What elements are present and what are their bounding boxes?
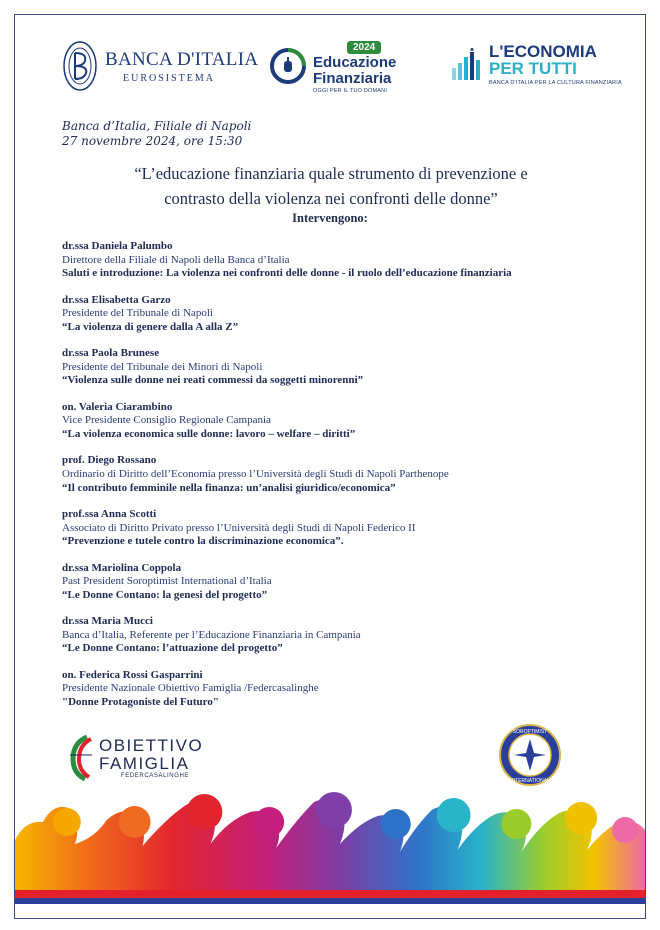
of-line1: OBIETTIVO — [99, 736, 204, 755]
event-datetime: 27 novembre 2024, ore 15:30 — [62, 134, 243, 148]
speaker-talk: “La violenza di genere dalla A alla Z” — [62, 320, 239, 333]
speaker-role: Ordinario di Diritto dell’Economia presso l’Università degli Studi di Napoli Parthenope — [62, 467, 449, 480]
ept-tagline: BANCA D'ITALIA PER LA CULTURA FINANZIARIA — [489, 80, 622, 86]
speaker-talk: “La violenza economica sulle donne: lavoro – welfare – diritti” — [62, 427, 356, 440]
speaker-name: prof.ssa Anna Scotti — [62, 507, 157, 520]
educazione-finanziaria-logo — [269, 37, 396, 94]
event-title-line2: contrasto della violenza nei confronti delle donne” — [164, 189, 498, 208]
bar-chart-icon — [451, 48, 485, 82]
speaker-item — [62, 401, 622, 455]
event-meta — [62, 119, 251, 149]
poster — [14, 14, 646, 919]
banca-italia-sub: EUROSISTEMA — [123, 72, 216, 84]
event-title-line1: “L’educazione finanziaria quale strumento di prevenzione e — [134, 164, 528, 183]
edu-line2: Finanziaria — [313, 70, 392, 87]
event-title — [55, 161, 607, 211]
speaker-item — [62, 347, 622, 401]
speaker-role: Presidente Nazionale Obiettivo Famiglia /Federcasalinghe — [62, 682, 319, 695]
speaker-list — [62, 240, 622, 722]
banca-italia-logo — [61, 39, 258, 93]
speaker-talk: “Il contributo femminile nella finanza: un’analisi giuridico/economica” — [62, 481, 396, 494]
red-stripe — [15, 890, 645, 898]
speaker-talk: Saluti e introduzione: La violenza nei confronti delle donne - il ruolo dell’educazione finanziaria — [62, 267, 512, 280]
piggy-circle-icon — [269, 47, 307, 85]
speaker-name: dr.ssa Daniela Palumbo — [62, 240, 173, 252]
banca-italia-name: BANCA D'ITALIA — [105, 48, 259, 70]
economia-per-tutti-logo — [451, 43, 622, 86]
speakers-heading: Intervengono: — [292, 211, 368, 225]
speaker-item — [62, 615, 622, 669]
speaker-role: Vice Presidente Consiglio Regionale Campania — [62, 414, 271, 427]
speaker-item — [62, 454, 622, 508]
of-line2: FAMIGLIA — [99, 754, 190, 773]
edu-year-badge: 2024 — [347, 41, 381, 54]
speaker-role: Banca d’Italia, Referente per l’Educazione Finanziaria in Campania — [62, 628, 361, 641]
soroptimist-bottom-text: INTERNATIONAL — [510, 778, 550, 784]
header-logos — [15, 37, 645, 107]
blue-stripe — [15, 898, 645, 904]
event-place: Banca d’Italia, Filiale di Napoli — [62, 119, 252, 133]
speaker-talk: “Prevenzione e tutele contro la discriminazione economica”. — [62, 535, 344, 548]
speaker-role: Associato di Diritto Privato presso l’Università degli Studi di Napoli Federico II — [62, 521, 416, 534]
soroptimist-top-text: SOROPTIMIST — [512, 729, 548, 735]
speaker-name: dr.ssa Maria Mucci — [62, 615, 153, 628]
speaker-name: on. Federica Rossi Gasparrini — [62, 668, 203, 681]
edu-tagline: OGGI PER IL TUO DOMANI — [313, 88, 388, 94]
speaker-item — [62, 294, 622, 348]
speaker-item — [62, 562, 622, 616]
ept-line2: PER TUTTI — [489, 59, 577, 78]
speaker-item — [62, 669, 622, 723]
speaker-name: dr.ssa Elisabetta Garzo — [62, 293, 171, 306]
speaker-talk: “Violenza sulle donne nei reati commessi da soggetti minorenni” — [62, 374, 364, 387]
ept-line1: L'ECONOMIA — [489, 42, 597, 61]
edu-line1: Educazione — [313, 54, 397, 71]
speaker-name: dr.ssa Paola Brunese — [62, 347, 160, 360]
speaker-talk: “Le Donne Contano: la genesi del progetto” — [62, 588, 268, 601]
speaker-talk: "Donne Protagoniste del Futuro" — [62, 695, 219, 708]
speaker-name: on. Valeria Ciarambino — [62, 400, 173, 413]
speaker-role: Presidente del Tribunale dei Minori di Napoli — [62, 360, 263, 373]
speaker-item — [62, 508, 622, 562]
speaker-role: Past President Soroptimist International d’Italia — [62, 575, 272, 588]
speaker-role: Direttore della Filiale di Napoli della Banca d’Italia — [62, 253, 290, 266]
women-silhouettes-illustration — [15, 760, 645, 890]
speaker-talk: “Le Donne Contano: l’attuazione del progetto” — [62, 642, 283, 655]
speaker-name: dr.ssa Mariolina Coppola — [62, 561, 182, 574]
speaker-name: prof. Diego Rossano — [62, 454, 157, 467]
speaker-role: Presidente del Tribunale di Napoli — [62, 307, 213, 320]
of-line3: FEDERCASALINGHE — [121, 773, 190, 779]
banca-italia-emblem-icon — [61, 39, 99, 93]
speaker-item — [62, 240, 622, 294]
